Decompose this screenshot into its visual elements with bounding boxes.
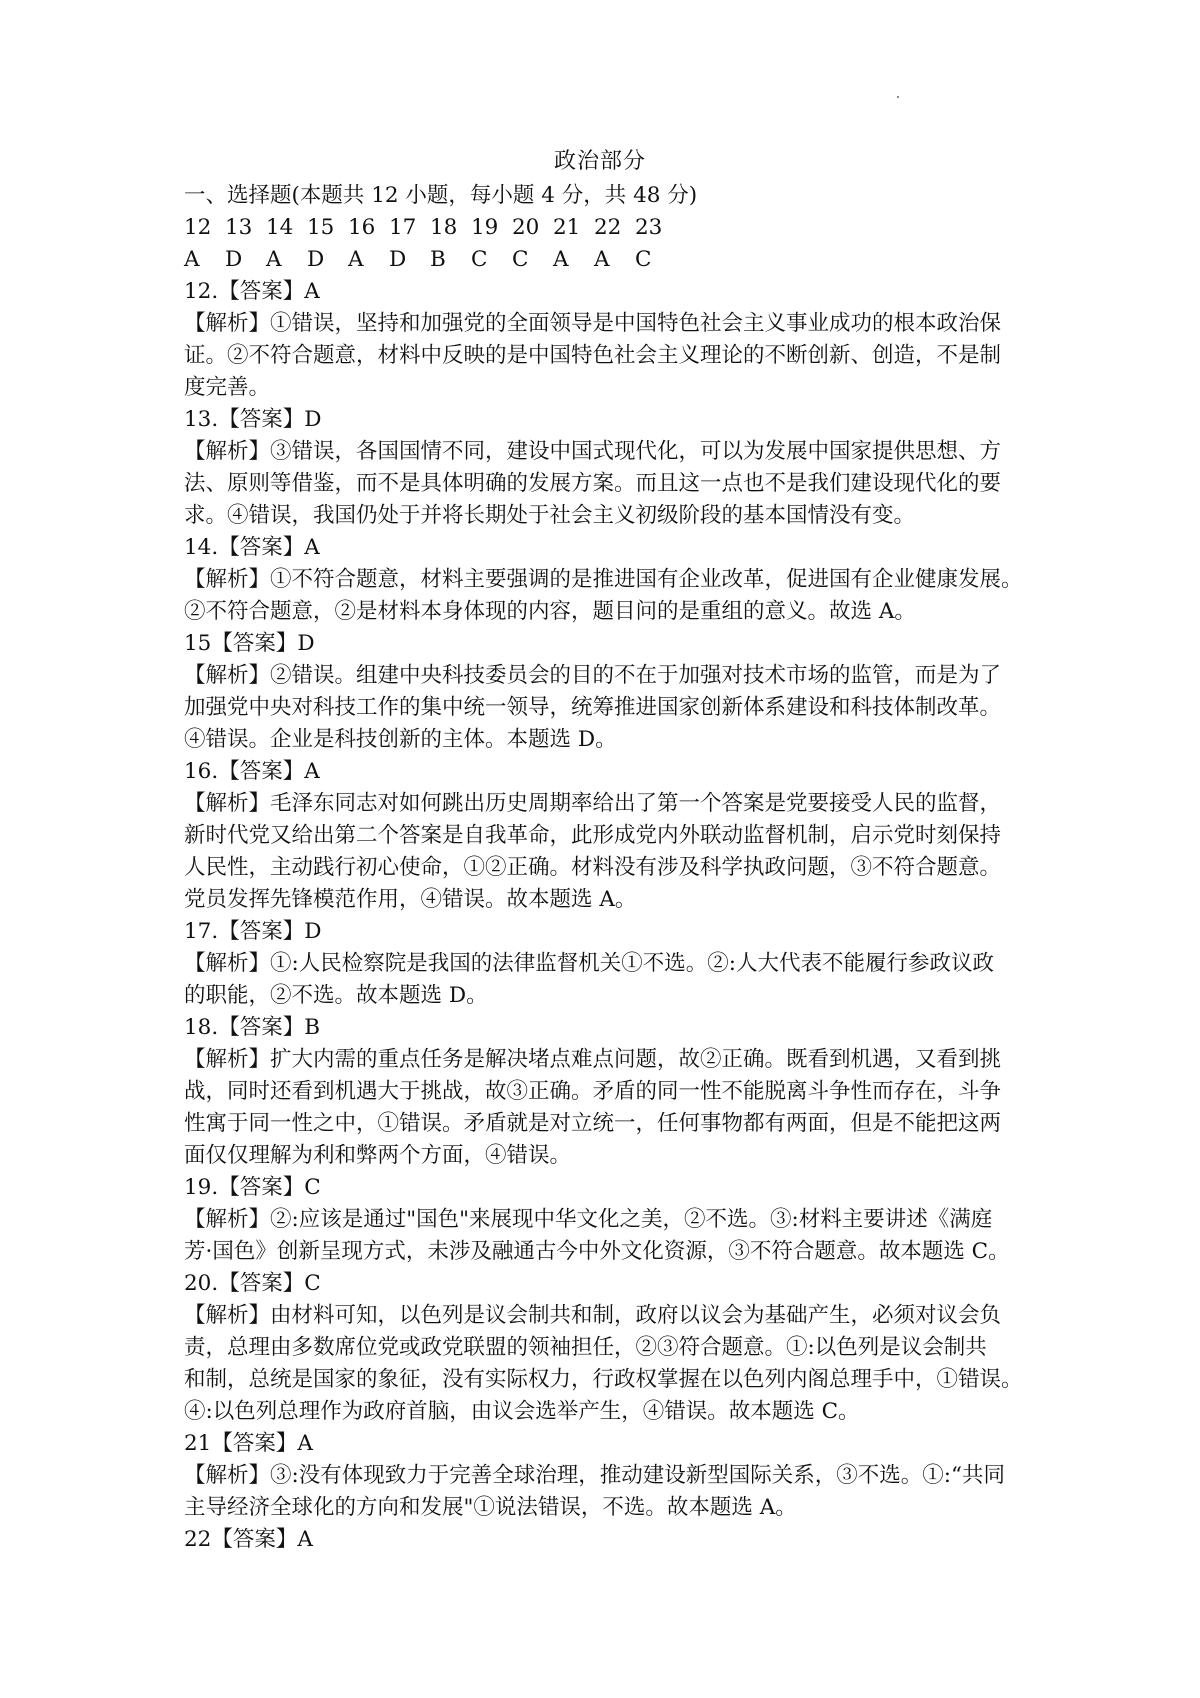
answer-letter: D (225, 247, 243, 272)
answer-letter: B (430, 247, 446, 272)
text-line: 【解析】③:没有体现致力于完善全球治理，推动建设新型国际关系，③不选。①:“共同 (184, 1463, 1005, 1488)
text-line: 性寓于同一性之中，①错误。矛盾就是对立统一，任何事物都有两面，但是不能把这两 (184, 1111, 1002, 1136)
text-line: 加强党中央对科技工作的集中统一领导，统筹推进国家创新体系建设和科技体制改革。 (184, 695, 1002, 720)
scan-speck (897, 96, 899, 98)
question-number: 16 (348, 215, 376, 240)
text-line: 【解析】①不符合题意，材料主要强调的是推进国有企业改革，促进国有企业健康发展。 (184, 567, 1023, 592)
text-line: 度完善。 (184, 375, 271, 400)
text-line: 人民性，主动践行初心使命，①②正确。材料没有涉及科学执政问题，③不符合题意。 (184, 855, 1002, 880)
text-line: 证。②不符合题意，材料中反映的是中国特色社会主义理论的不断创新、创造，不是制 (184, 343, 1002, 368)
text-line: 18.【答案】B (184, 1015, 320, 1040)
text-line: 【解析】扩大内需的重点任务是解决堵点难点问题，故②正确。既看到机遇，又看到挑 (184, 1047, 1002, 1072)
answer-letter: C (471, 247, 488, 272)
page-title: 政治部分 (553, 149, 646, 174)
answer-letter: A (184, 247, 200, 272)
answer-letter: A (348, 247, 364, 272)
text-line: 战，同时还看到机遇大于挑战，故③正确。矛盾的同一性不能脱离斗争性而存在，斗争 (184, 1079, 1002, 1104)
text-line: 【解析】②:应该是通过"国色"来展现中华文化之美，②不选。③:材料主要讲述《满庭 (184, 1207, 993, 1232)
text-line: 【解析】①:人民检察院是我国的法律监督机关①不选。②:人大代表不能履行参政议政 (184, 951, 994, 976)
text-line: ④错误。企业是科技创新的主体。本题选 D。 (184, 727, 617, 752)
question-number: 12 (184, 215, 212, 240)
text-line: 面仅仅理解为利和弊两个方面，④错误。 (184, 1143, 572, 1168)
text-line: 16.【答案】A (184, 759, 320, 784)
question-number: 23 (635, 215, 663, 240)
question-number: 20 (512, 215, 540, 240)
text-line: 法、原则等借鉴，而不是具体明确的发展方案。而且这一点也不是我们建设现代化的要 (184, 471, 1002, 496)
question-number: 18 (430, 215, 458, 240)
question-number: 13 (225, 215, 253, 240)
text-line: 党员发挥先锋模范作用，④错误。故本题选 A。 (184, 887, 637, 912)
text-line: 【解析】①错误，坚持和加强党的全面领导是中国特色社会主义事业成功的根本政治保 (184, 311, 1002, 336)
text-line: 17.【答案】D (184, 919, 322, 944)
text-line: 【解析】毛泽东同志对如何跳出历史周期率给出了第一个答案是党要接受人民的监督， (184, 791, 1002, 816)
text-line: 12.【答案】A (184, 279, 320, 304)
text-line: 21【答案】A (184, 1431, 313, 1456)
text-line: 芳·国色》创新呈现方式，未涉及融通古今中外文化资源，③不符合题意。故本题选 C。 (184, 1239, 1010, 1264)
question-number: 17 (389, 215, 417, 240)
text-line: 求。④错误，我国仍处于并将长期处于社会主义初级阶段的基本国情没有变。 (184, 503, 916, 528)
question-number: 21 (553, 215, 581, 240)
answer-letter: A (266, 247, 282, 272)
text-line: 19.【答案】C (184, 1175, 321, 1200)
text-line: 的职能，②不选。故本题选 D。 (184, 983, 488, 1008)
text-line: 【解析】由材料可知，以色列是议会制共和制，政府以议会为基础产生，必须对议会负 (184, 1303, 1002, 1328)
answer-letter: D (389, 247, 407, 272)
question-number: 22 (594, 215, 622, 240)
text-line: ④:以色列总理作为政府首脑，由议会选举产生，④错误。故本题选 C。 (184, 1399, 860, 1424)
text-line: 15【答案】D (184, 631, 315, 656)
answer-letter: C (635, 247, 652, 272)
answer-letter-row (184, 244, 1024, 276)
answer-letter: A (553, 247, 569, 272)
answer-letter: C (512, 247, 529, 272)
answer-letter: D (307, 247, 325, 272)
question-number: 19 (471, 215, 499, 240)
text-line: 13.【答案】D (184, 407, 322, 432)
text-line: 和制，总统是国家的象征，没有实际权力，行政权掌握在以色列内阁总理手中，①错误。 (184, 1367, 1023, 1392)
text-line: 新时代党又给出第二个答案是自我革命，此形成党内外联动监督机制，启示党时刻保持 (184, 823, 1002, 848)
text-line: ②不符合题意，②是材料本身体现的内容，题目问的是重组的意义。故选 A。 (184, 599, 916, 624)
text-line: 【解析】③错误，各国国情不同，建设中国式现代化，可以为发展中国家提供思想、方 (184, 439, 1002, 464)
section-heading: 一、选择题(本题共 12 小题，每小题 4 分，共 48 分) (184, 183, 698, 208)
text-line: 主导经济全球化的方向和发展"①说法错误，不选。故本题选 A。 (184, 1495, 797, 1520)
text-line: 22【答案】A (184, 1527, 313, 1552)
question-number: 15 (307, 215, 335, 240)
text-line: 14.【答案】A (184, 535, 320, 560)
answer-letter: A (594, 247, 610, 272)
text-line: 责，总理由多数席位党或政党联盟的领袖担任，②③符合题意。①:以色列是议会制共 (184, 1335, 987, 1360)
answer-content (184, 180, 1024, 1556)
question-number: 14 (266, 215, 294, 240)
text-line: 【解析】②错误。组建中央科技委员会的目的不在于加强对技术市场的监管，而是为了 (184, 663, 1002, 688)
text-line: 20.【答案】C (184, 1271, 321, 1296)
question-number-row (184, 212, 1024, 244)
